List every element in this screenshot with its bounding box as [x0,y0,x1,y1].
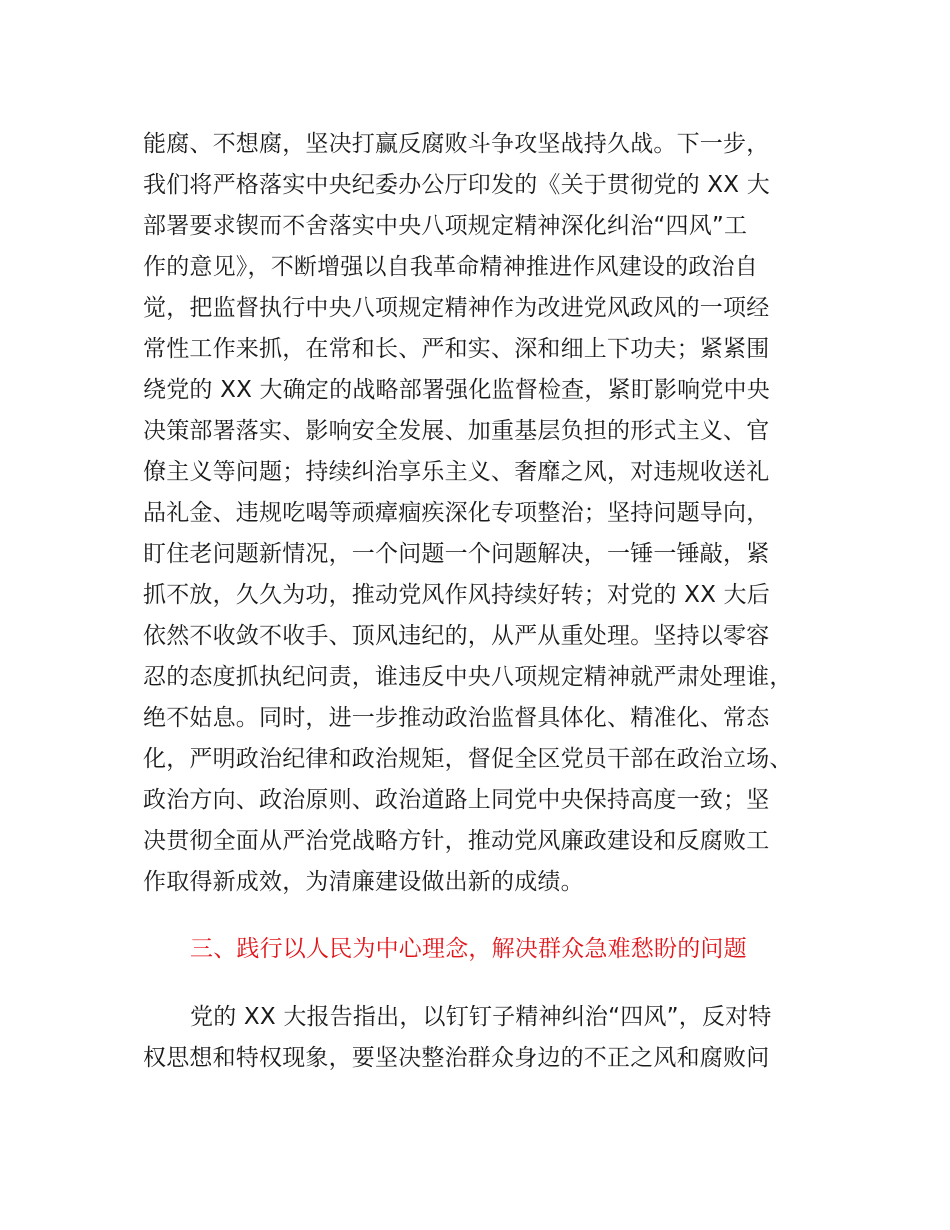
paragraph-line: 能腐、不想腐，坚决打赢反腐败斗争攻坚战持久战。下一步， [143,131,770,157]
paragraph-line: 僚主义等问题；持续纠治享乐主义、奢靡之风，对违规收送礼 [143,459,770,485]
paragraph-line: 品礼金、违规吃喝等顽瘴痼疾深化专项整治；坚持问题导向， [143,500,770,526]
paragraph-line: 盯住老问题新情况，一个问题一个问题解决，一锤一锤敲，紧 [143,541,770,567]
paragraph-line: 觉，把监督执行中央八项规定精神作为改进党风政风的一项经 [143,295,770,321]
paragraph-line: 化，严明政治纪律和政治规矩，督促全区党员干部在政治立场、 [143,746,793,772]
paragraph-line: 常性工作来抓，在常和长、严和实、深和细上下功夫；紧紧围 [143,336,770,362]
paragraph-line: 我们将严格落实中央纪委办公厅印发的《关于贯彻党的 XX 大 [143,172,770,198]
paragraph-line: 部署要求锲而不舍落实中央八项规定精神深化纠治“四风”工 [143,213,748,239]
paragraph-line: 决贯彻全面从严治党战略方针，推动党风廉政建设和反腐败工 [143,828,770,854]
paragraph-line: 抓不放，久久为功，推动党风作风持续好转；对党的 XX 大后 [143,582,770,608]
paragraph-line: 决策部署落实、影响安全发展、加重基层负担的形式主义、官 [143,418,770,444]
section-heading: 三、践行以人民为中心理念，解决群众急难愁盼的问题 [190,936,747,962]
paragraph-line: 绝不姑息。同时，进一步推动政治监督具体化、精准化、常态 [143,705,770,731]
paragraph-line: 忍的态度抓执纪问责，谁违反中央八项规定精神就严肃处理谁， [143,664,793,690]
paragraph-line: 党的 XX 大报告指出，以钉钉子精神纠治“四风”，反对特 [190,1004,772,1030]
paragraph-line: 作取得新成效，为清廉建设做出新的成绩。 [143,869,584,895]
paragraph-line: 依然不收敛不收手、顶风违纪的，从严从重处理。坚持以零容 [143,623,770,649]
paragraph-line: 权思想和特权现象，要坚决整治群众身边的不正之风和腐败问 [143,1045,770,1071]
paragraph-line: 绕党的 XX 大确定的战略部署强化监督检查，紧盯影响党中央 [143,377,770,403]
paragraph-line: 政治方向、政治原则、政治道路上同党中央保持高度一致；坚 [143,787,770,813]
paragraph-line: 作的意见》，不断增强以自我革命精神推进作风建设的政治自 [143,254,758,280]
